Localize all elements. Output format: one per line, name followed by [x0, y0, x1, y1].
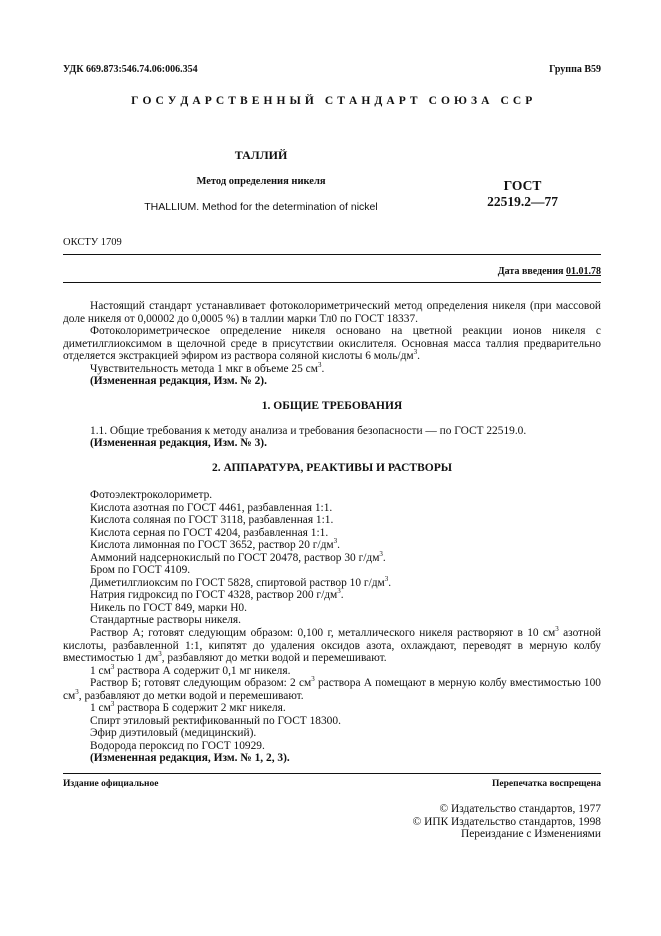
copyright-1998: © ИПК Издательство стандартов, 1998	[412, 816, 601, 828]
english-title: THALLIUM. Method for the determination of nickel	[144, 201, 378, 213]
superscript: 3	[413, 348, 418, 357]
superscript: 3	[75, 687, 79, 696]
solution-b-text-3: , разбавляют до метки водой и перемешивают.	[78, 689, 304, 702]
footer-divider	[63, 773, 601, 774]
solution-a-content	[90, 665, 290, 678]
section-1-heading: 1. ОБЩИЕ ТРЕБОВАНИЯ	[261, 400, 403, 412]
reagent-item: Аммоний надсернокислый по ГОСТ 20478, раствор 30 $г/дм^3$.	[90, 550, 386, 564]
state-standard-title: Г О С У Д А Р С Т В Е Н Н Ы Й С Т А Н Д А Р Т С О Ю З А С С Р	[131, 95, 533, 107]
official-edition: Издание официальное	[63, 779, 159, 789]
reprint-prohibited: Перепечатка воспрещена	[491, 779, 601, 789]
solution-a-text-2: азотной кислоты, разбавленной 1:1, кипятят до удаления оксидов азота, охлаждают, переводят в мерную колбу вместимостью 1 дм	[63, 627, 601, 664]
reagent-text: Диметилглиоксим по ГОСТ 5828, спиртовой раствор 10 г/дм	[90, 577, 385, 589]
gost-label: ГОСТ	[503, 178, 542, 193]
superscript: 3	[110, 663, 115, 672]
solution-a-preparation	[63, 627, 601, 665]
superscript: 3	[333, 537, 338, 546]
solution-b-content	[90, 702, 286, 715]
reagent-item: Фотоэлектроколориметр.	[90, 489, 213, 501]
superscript: 3	[317, 361, 322, 370]
reissue-note: Переиздание с Изменениями	[461, 828, 601, 840]
reagent-item: Никель по ГОСТ 849, марки Н0.	[90, 602, 247, 614]
introduction-date	[498, 266, 601, 277]
solution-b-preparation	[63, 677, 601, 702]
section-1-amendment: (Измененная редакция, Изм. № 3).	[90, 437, 267, 449]
reagent-item: Кислота серная по ГОСТ 4204, разбавленная 1:1.	[90, 527, 329, 539]
reagent-item: Стандартные растворы никеля.	[90, 614, 241, 626]
superscript: 3	[337, 587, 341, 596]
solution-b-text-1: Раствор Б; готовят следующим образом: 2 см	[90, 677, 312, 689]
intro-sensitivity: Чувствительность метода 1 мкг в объеме 25 $см^3$.	[90, 361, 325, 375]
copyright-1977: © Издательство стандартов, 1977	[439, 803, 601, 815]
group-code: Группа В59	[549, 64, 601, 75]
reagent-item: Кислота соляная по ГОСТ 3118, разбавленная 1:1.	[90, 514, 334, 526]
solution-b-text-2: раствора А помещают в мерную колбу вместимостью 100 см	[63, 677, 602, 702]
solution-a-content-rest: раствора А содержит 0,1 мг никеля.	[114, 665, 291, 677]
section-1-clause: 1.1. Общие требования к методу анализа и требования безопасности — по ГОСТ 22519.0.	[90, 425, 527, 437]
intro-amendment: (Измененная редакция, Изм. № 2).	[90, 375, 267, 387]
solution-b-content-rest: раствора Б содержит 2 мкг никеля.	[114, 702, 286, 714]
reagent-item: Диметилглиоксим по ГОСТ 5828, спиртовой раствор 10 $г/дм^3$.	[90, 575, 392, 589]
introduction-date-label: Дата введения	[497, 266, 566, 277]
solution-a-text-3: , разбавляют до метки водой и перемешивают.	[161, 652, 387, 664]
reagent-text: Кислота лимонная по ГОСТ 3652, раствор 20 г/дм	[90, 539, 334, 551]
document-title: ТАЛЛИЙ	[234, 148, 288, 162]
reagent-item: Эфир диэтиловый (медицинский).	[90, 727, 257, 739]
section-2-amendment: (Измененная редакция, Изм. № 1, 2, 3).	[90, 752, 290, 764]
solution-b-content-text: 1 см	[90, 702, 111, 714]
introduction-date-value: 01.01.78	[566, 266, 601, 277]
section-2-heading: 2. АППАРАТУРА, РЕАКТИВЫ И РАСТВОРЫ	[211, 462, 453, 474]
reagent-item: Бром по ГОСТ 4109.	[90, 564, 191, 576]
title-divider	[63, 254, 601, 255]
reagent-item: Водорода пероксид по ГОСТ 10929.	[90, 740, 265, 752]
superscript: 3	[555, 625, 559, 634]
superscript: 3	[311, 675, 315, 684]
superscript: 3	[110, 700, 115, 709]
solution-a-content-text: 1 см	[90, 665, 111, 677]
reagent-item: Спирт этиловый ректификованный по ГОСТ 18300.	[90, 715, 341, 727]
superscript: 3	[384, 575, 389, 584]
intro-paragraph-scope: Настоящий стандарт устанавливает фотоколориметрический метод определения никеля (при массовой доле никеля от 0,00002 до 0,0005 %) в таллии марки Тл0 по ГОСТ 18337.	[63, 300, 601, 325]
okstu-code: ОКСТУ 1709	[63, 237, 122, 248]
superscript: 3	[158, 650, 162, 659]
superscript: 3	[379, 550, 383, 559]
principle-text: Фотоколориметрическое определение никеля основано на цветной реакции ионов никеля с диметилглиоксимом в щелочной среде в присутствии окислителя. Основная масса таллия предварительно отделяется экстракцией эфиром из раствора соляной кислоты 6 моль/дм	[63, 325, 601, 362]
reagent-item: Кислота азотная по ГОСТ 4461, разбавленная 1:1.	[90, 502, 333, 514]
sensitivity-text: Чувствительность метода 1 мкг в объеме 25 см	[90, 363, 318, 375]
reagent-item: Кислота лимонная по ГОСТ 3652, раствор 20 $г/дм^3$.	[90, 537, 340, 551]
udc-code: УДК 669.873:546.74.06:006.354	[63, 64, 198, 75]
gost-number: 22519.2—77	[487, 194, 558, 209]
document-subtitle: Метод определения никеля	[196, 176, 326, 187]
reagent-text: Аммоний надсернокислый по ГОСТ 20478, раствор 30 г/дм	[90, 552, 380, 564]
reagent-item: Натрия гидроксид по ГОСТ 4328, раствор 200 $г/дм^3$.	[90, 587, 344, 601]
reagent-text: Натрия гидроксид по ГОСТ 4328, раствор 200 г/дм	[90, 589, 338, 601]
solution-a-text-1: Раствор А; готовят следующим образом: 0,100 г, металлического никеля растворяют в 10 см	[90, 627, 556, 639]
date-divider	[63, 282, 601, 283]
intro-paragraph-principle: Фотоколориметрическое определение никеля основано на цветной реакции ионов никеля с диметилглиоксимом в щелочной среде в присутствии окислителя. Основная масса таллия предварительно отделяется экстракцией эфиром из раствора соляной кислоты 6 моль/$дм^3$.	[63, 325, 601, 362]
